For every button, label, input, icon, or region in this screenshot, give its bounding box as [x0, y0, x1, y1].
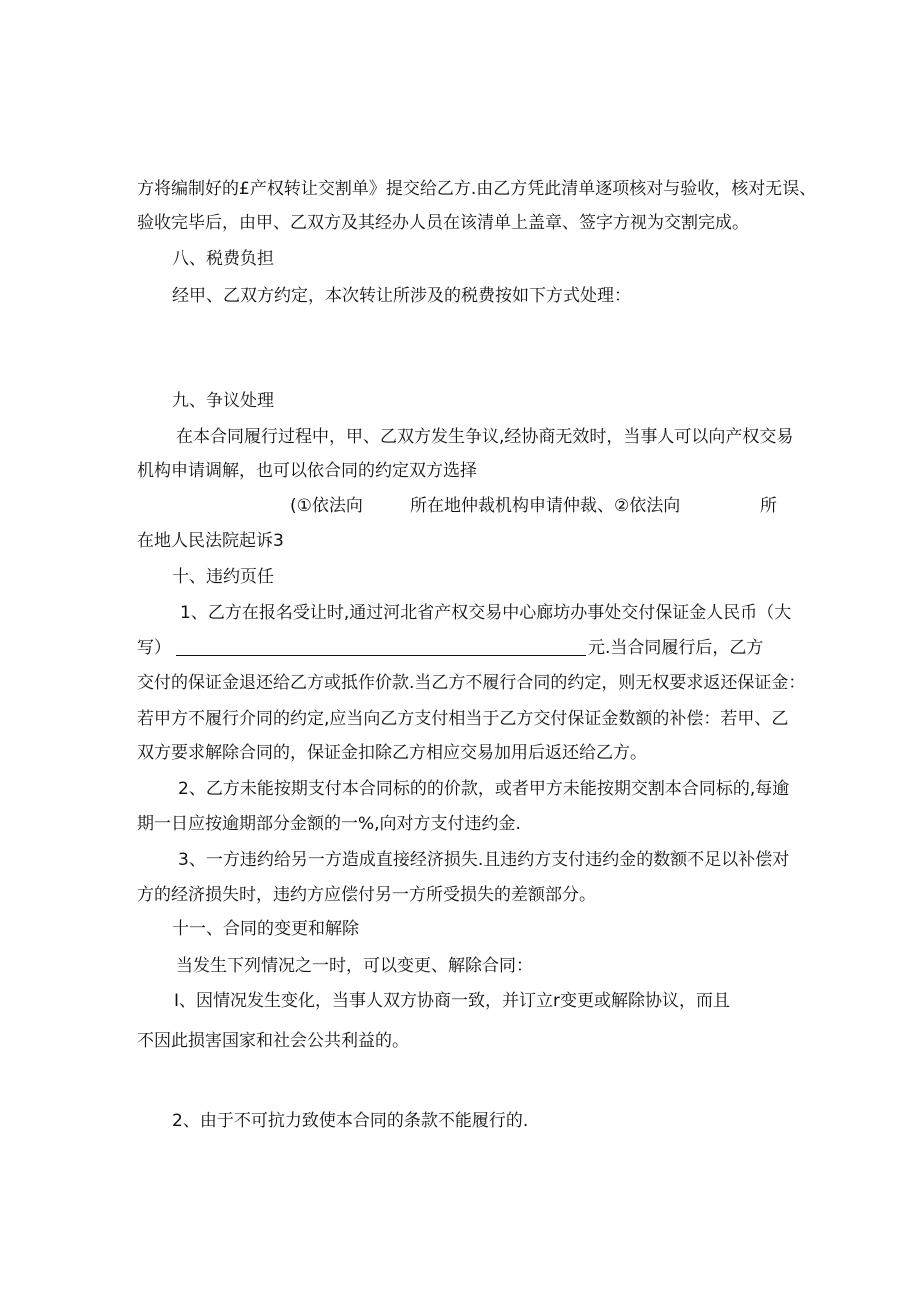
deposit-blank — [176, 637, 586, 662]
arbitration-part-3: 所 — [760, 496, 777, 516]
arbitration-part-1: (①依法向 — [290, 496, 363, 516]
section-heading: 十一、合同的变更和解除 — [172, 919, 359, 939]
deposit-suffix: 元.当合同履行后，乙方 — [588, 638, 764, 658]
paragraph-line: 当发生下列情况之一时，可以变更、解除合同： — [176, 956, 533, 976]
paragraph-line: 3、一方违约给另一方造成直接经济损失.且违约方支付违约金的数额不足以补偿对 — [178, 850, 790, 870]
section-heading: 十、违约页任 — [172, 567, 274, 587]
arbitration-part-2: 所在地仲裁机构申请仲裁、②依法向 — [410, 496, 681, 516]
paragraph-line: 验收完毕后，由甲、乙双方及其经办人员在该清单上盖章、签字方视为交割完成。 — [137, 213, 749, 233]
paragraph-line: 双方要求解除合同的，保证金扣除乙方相应交易加用后返还给乙方。 — [137, 743, 647, 763]
paragraph-line: 若甲方不履行介同的约定,应当向乙方支付相当于乙方交付保证金数额的补偿：若甲、乙 — [137, 709, 789, 729]
paragraph-line: 在地人民法院起诉3 — [137, 531, 284, 551]
paragraph-line: I、因情况发生变化，当事人双方协商一致，并订立r变更或解除协议，而且 — [174, 991, 731, 1011]
paragraph-line: 期一日应按逾期部分金额的一%,向对方支付违约金. — [137, 814, 521, 834]
paragraph-line: 经甲、乙双方约定，本次转让所涉及的税费按如下方式处理： — [172, 286, 631, 306]
blank-field — [176, 637, 586, 656]
section-heading: 八、税费负担 — [172, 249, 274, 269]
paragraph-line: 2、乙方未能按期支付本合同标的的价款，或者甲方未能按期交割本合同标的,每逾 — [178, 779, 790, 799]
paragraph-line: 机构申请调解，也可以依合同的约定双方选择 — [137, 461, 477, 481]
paragraph-line: 方将编制好的£产权转让交割单》提交给乙方.由乙方凭此清单逐项核对与验收，核对无误、 — [137, 179, 817, 199]
section-heading: 九、争议处理 — [172, 391, 274, 411]
paragraph-line: 在本合同履行过程中，甲、乙双方发生争议,经协商无效时，当事人可以向产权交易 — [176, 427, 794, 447]
paragraph-line: 方的经济损失时，违约方应偿付另一方所受损失的差额部分。 — [137, 885, 596, 905]
deposit-prefix: 写） — [137, 638, 171, 658]
paragraph-line: 不因此损害国家和社会公共利益的。 — [137, 1031, 409, 1051]
paragraph-line: 2、由于不可抗力致使本合同的条款不能履行的. — [172, 1111, 529, 1131]
paragraph-line: 交付的保证金退还给乙方或抵作价款.当乙方不履行合同的约定，则无权要求返还保证金： — [137, 673, 806, 693]
paragraph-line: 1、乙方在报名受让时,通过河北省产权交易中心廊坊办事处交付保证金人民币（大 — [180, 603, 792, 623]
